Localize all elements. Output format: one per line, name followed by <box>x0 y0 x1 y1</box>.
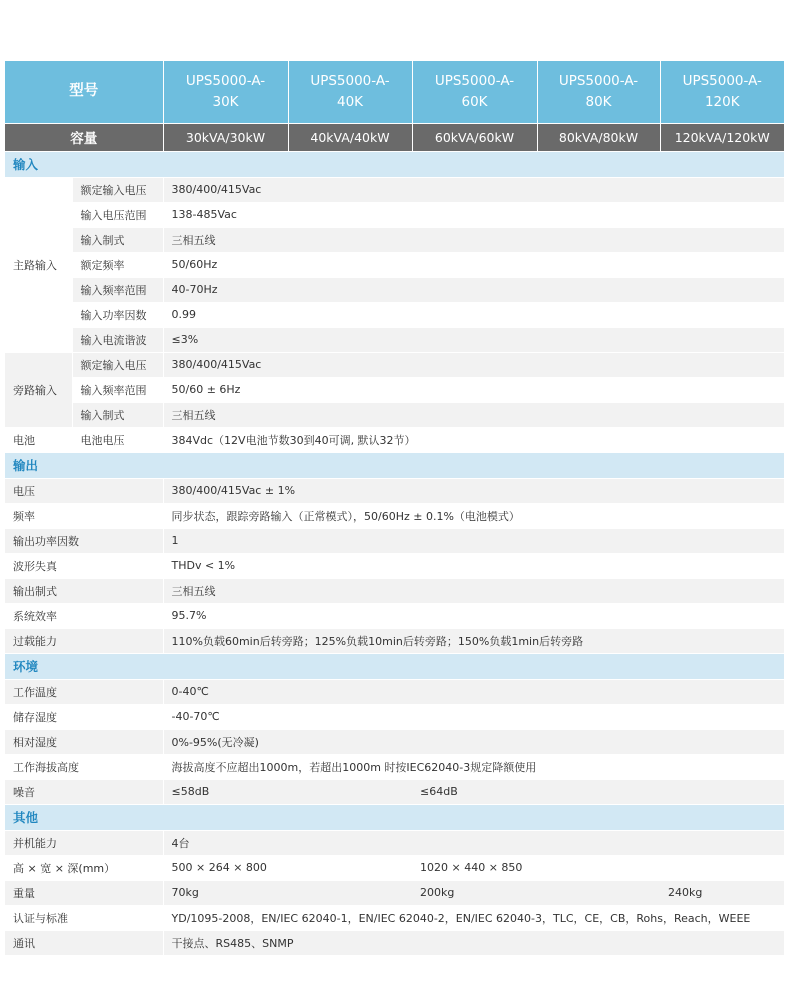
table-row <box>5 729 784 754</box>
weight-value-b: 200kg <box>412 880 660 905</box>
row-value: 0%-95%(无冷凝) <box>163 729 784 754</box>
table-row <box>5 352 784 377</box>
row-value: 380/400/415Vac ± 1% <box>163 478 784 503</box>
row-label: 噪音 <box>5 779 163 804</box>
table-row <box>5 202 784 227</box>
row-label: 输入制式 <box>72 402 163 427</box>
row-label: 高 × 宽 × 深(mm） <box>5 855 163 880</box>
model-header-row <box>5 61 784 123</box>
row-value: ≤3% <box>163 327 784 352</box>
row-label: 认证与标准 <box>5 905 163 930</box>
model-header-label: 型号 <box>5 61 163 123</box>
row-value: 380/400/415Vac <box>163 177 784 202</box>
table-row <box>5 930 784 955</box>
row-value: -40-70℃ <box>163 704 784 729</box>
table-row <box>5 905 784 930</box>
table-row <box>5 553 784 578</box>
row-value: 40-70Hz <box>163 277 784 302</box>
table-row <box>5 478 784 503</box>
group-main-input: 主路输入 <box>5 177 72 352</box>
row-label: 输入电流谐波 <box>72 327 163 352</box>
model-col-30k: UPS5000-A- 30K <box>163 61 288 123</box>
row-label: 并机能力 <box>5 830 163 855</box>
capacity-30k: 30kVA/30kW <box>163 123 288 151</box>
group-bypass-input: 旁路输入 <box>5 352 72 427</box>
table-row <box>5 302 784 327</box>
table-row <box>5 252 784 277</box>
dims-value-a: 500 × 264 × 800 <box>163 855 412 880</box>
row-value: 110%负载60min后转旁路；125%负载10min后转旁路；150%负载1min后转旁路 <box>163 628 784 653</box>
spec-table <box>5 61 784 956</box>
row-label: 系统效率 <box>5 603 163 628</box>
table-row <box>5 528 784 553</box>
section-title: 环境 <box>5 653 784 679</box>
capacity-120k: 120kVA/120kW <box>660 123 784 151</box>
row-label: 工作温度 <box>5 679 163 704</box>
row-label: 通讯 <box>5 930 163 955</box>
row-label: 储存湿度 <box>5 704 163 729</box>
section-other <box>5 804 784 830</box>
table-row <box>5 177 784 202</box>
table-row <box>5 578 784 603</box>
row-label: 电池电压 <box>72 427 163 452</box>
row-value: 4台 <box>163 830 784 855</box>
section-title: 输出 <box>5 452 784 478</box>
section-title: 其他 <box>5 804 784 830</box>
row-label: 额定输入电压 <box>72 177 163 202</box>
row-label: 额定频率 <box>72 252 163 277</box>
table-row <box>5 855 784 880</box>
row-value: 50/60 ± 6Hz <box>163 377 784 402</box>
row-label: 输出制式 <box>5 578 163 603</box>
row-value: 95.7% <box>163 603 784 628</box>
row-value: 同步状态，跟踪旁路输入（正常模式），50/60Hz ± 0.1%（电池模式） <box>163 503 784 528</box>
section-input <box>5 151 784 177</box>
row-value: 三相五线 <box>163 227 784 252</box>
row-value: YD/1095-2008，EN/IEC 62040-1，EN/IEC 62040-2，EN/IEC 62040-3，TLC，CE，CB，Rohs，Reach，WEEE <box>163 905 784 930</box>
row-label: 波形失真 <box>5 553 163 578</box>
row-value: 三相五线 <box>163 578 784 603</box>
noise-value-b: ≤64dB <box>412 779 784 804</box>
table-row <box>5 503 784 528</box>
capacity-80k: 80kVA/80kW <box>537 123 660 151</box>
row-label: 输出功率因数 <box>5 528 163 553</box>
row-value: THDv < 1% <box>163 553 784 578</box>
capacity-header-label: 容量 <box>5 123 163 151</box>
table-row <box>5 402 784 427</box>
group-battery: 电池 <box>5 427 72 452</box>
row-value: 三相五线 <box>163 402 784 427</box>
row-label: 工作海拔高度 <box>5 754 163 779</box>
weight-value-a: 70kg <box>163 880 412 905</box>
row-value: 138-485Vac <box>163 202 784 227</box>
model-col-60k: UPS5000-A- 60K <box>412 61 537 123</box>
table-row <box>5 704 784 729</box>
capacity-60k: 60kVA/60kW <box>412 123 537 151</box>
table-row <box>5 603 784 628</box>
capacity-40k: 40kVA/40kW <box>288 123 412 151</box>
row-label: 相对湿度 <box>5 729 163 754</box>
model-col-80k: UPS5000-A- 80K <box>537 61 660 123</box>
table-row <box>5 628 784 653</box>
dims-value-b: 1020 × 440 × 850 <box>412 855 784 880</box>
table-row <box>5 327 784 352</box>
row-value: 0-40℃ <box>163 679 784 704</box>
capacity-header-row <box>5 123 784 151</box>
model-col-40k: UPS5000-A- 40K <box>288 61 412 123</box>
table-row <box>5 227 784 252</box>
row-label: 输入频率范围 <box>72 377 163 402</box>
table-row <box>5 830 784 855</box>
section-environment <box>5 653 784 679</box>
table-row <box>5 880 784 905</box>
row-value: 1 <box>163 528 784 553</box>
table-row <box>5 377 784 402</box>
row-label: 输入电压范围 <box>72 202 163 227</box>
table-row <box>5 779 784 804</box>
row-label: 频率 <box>5 503 163 528</box>
table-row <box>5 277 784 302</box>
row-value: 0.99 <box>163 302 784 327</box>
row-label: 过载能力 <box>5 628 163 653</box>
section-title: 输入 <box>5 151 784 177</box>
table-row <box>5 427 784 452</box>
row-value: 380/400/415Vac <box>163 352 784 377</box>
row-label: 电压 <box>5 478 163 503</box>
row-label: 输入制式 <box>72 227 163 252</box>
row-value: 384Vdc（12V电池节数30到40可调, 默认32节） <box>163 427 784 452</box>
noise-value-a: ≤58dB <box>163 779 412 804</box>
row-value: 干接点、RS485、SNMP <box>163 930 784 955</box>
row-value: 50/60Hz <box>163 252 784 277</box>
table-row <box>5 679 784 704</box>
table-row <box>5 754 784 779</box>
model-col-120k: UPS5000-A- 120K <box>660 61 784 123</box>
row-value: 海拔高度不应超出1000m，若超出1000m 时按IEC62040-3规定降额使用 <box>163 754 784 779</box>
row-label: 输入功率因数 <box>72 302 163 327</box>
weight-value-c: 240kg <box>660 880 784 905</box>
row-label: 额定输入电压 <box>72 352 163 377</box>
row-label: 重量 <box>5 880 163 905</box>
row-label: 输入频率范围 <box>72 277 163 302</box>
section-output <box>5 452 784 478</box>
